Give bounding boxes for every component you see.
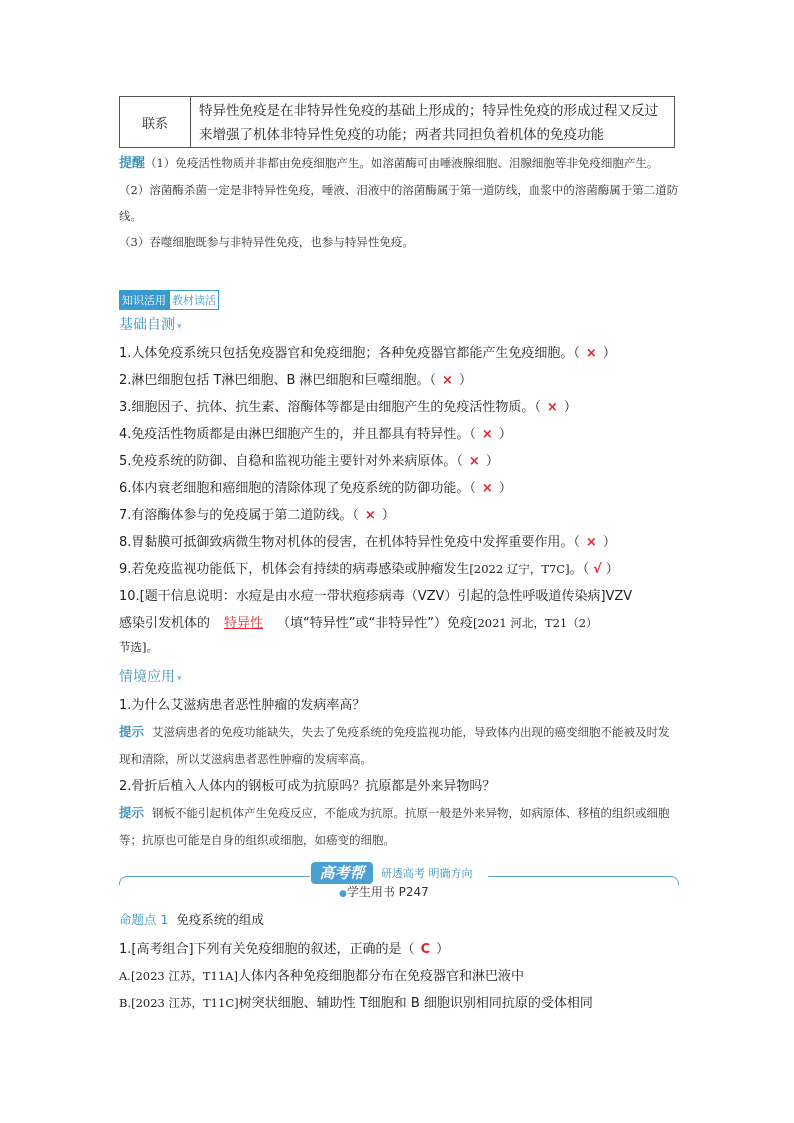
answer-mark: × [481,481,493,496]
section-title-text: 基础自测 [119,317,175,333]
answer-mark: × [585,535,597,550]
book-ref: ●学生用书 P247 [339,885,429,899]
gaokao-banner [119,858,679,898]
option-b: B.[2023 江苏，T11C]树突状细胞、辅助性 T细胞和 B 细胞识别相同抗原的受体相同 [119,996,593,1011]
question-4: 4.免疫活性物质都是由淋巴细胞产生的，并且都具有特异性。（ × ） [119,427,512,442]
answer-mark: × [442,373,453,388]
option-a: A.[2023 江苏，T11A]人体内各种免疫细胞都分布在免疫器官和淋巴液中 [119,969,524,984]
question-8: 8.胃黏膜可抵御致病微生物对机体的侵害，在机体特异性免疫中发挥重要作用。（ × ） [119,535,616,550]
question-7: 7.有溶酶体参与的免疫属于第二道防线。（ × ） [119,508,395,523]
question-2: 2.淋巴细胞包括 T淋巴细胞、B 淋巴细胞和巨噬细胞。（ × ） [119,373,472,388]
context-hint-1: 提示 艾滋病患者的免疫功能缺失，失去了免疫系统的免疫监视功能，导致体内出现的癌变细胞不能被及时发现和清除，所以艾滋病患者恶性肿瘤的发病率高。 [119,724,670,766]
reminder-item-2: （2）溶菌酶杀菌一定是非特异性免疫，唾液、泪液中的溶菌酶属于第一道防线，血浆中的溶菌酶属于第二道防线。 [119,183,679,223]
context-question-2: 2.骨折后植入人体内的钢板可成为抗原吗？抗原都是外来异物吗？ [119,779,496,794]
reminder-item-3: （3）吞噬细胞既参与非特异性免疫，也参与特异性免疫。 [119,235,414,249]
answer-mark: × [481,427,493,442]
question-6: 6.体内衰老细胞和癌细胞的清除体现了免疫系统的防御功能。（ × ） [119,481,512,496]
reminder-label: 提醒 [119,156,146,171]
table-head: 联系 [120,97,191,147]
section-title-context [119,666,182,686]
chevron-down-icon: ▾ [177,674,182,684]
proposition-title: 命题点 1 免疫系统的组成 [119,912,264,927]
relation-table [119,96,675,148]
answer-mark: × [546,400,558,415]
context-hint-2: 提示 钢板不能引起机体产生免疫反应，不能成为抗原。抗原一般是外来异物，如病原体、移植的组织或细胞等；抗原也可能是自身的组织或细胞，如癌变的细胞。 [119,805,670,847]
answer-mark: × [585,346,597,361]
bullet-icon: ● [339,889,347,899]
question-3: 3.细胞因子、抗体、抗生素、溶酶体等都是由细胞产生的免疫活性物质。（ × ） [119,400,577,415]
context-question-1: 1.为什么艾滋病患者恶性肿瘤的发病率高？ [119,698,366,713]
section-tags [119,290,219,310]
gaokao-slogan: 研透高考 明确方向 [381,867,473,880]
question-10-line3: 节选]。 [119,640,158,654]
tag-textbook: 教材读活 [169,290,219,310]
reminder-block [119,150,679,255]
answer-mark: √ [593,562,602,577]
fill-blank-answer: 特异性 [224,616,264,631]
answer-mark: C [420,942,431,957]
question-1: 1.人体免疫系统只包括免疫器官和免疫细胞；各种免疫器官都能产生免疫细胞。（ × ） [119,346,616,361]
banner-line-left [119,876,310,885]
answer-mark: × [468,454,480,469]
answer-mark: × [364,508,376,523]
banner-line-right [488,876,679,885]
question-9: 9.若免疫监视功能低下，机体会有持续的病毒感染或肿瘤发生[2022 辽宁，T7C]。（ √ ） [119,562,619,577]
reminder-item-1: （1）免疫活性物质并非都由免疫细胞产生。如溶菌酶可由唾液腺细胞、泪腺细胞等非免疫细胞产生。 [145,156,659,170]
question-10-line2: 感染引发机体的 特异性 （填“特异性”或“非特异性”）免疫[2021 河北，T21（2） [119,616,598,631]
exam-question-1: 1.[高考组合]下列有关免疫细胞的叙述，正确的是（ C ） [119,942,450,957]
table-body: 特异性免疫是在非特异性免疫的基础上形成的；特异性免疫的形成过程又反过来增强了机体非特异性免疫的功能；两者共同担负着机体的免疫功能 [199,103,658,143]
question-10-line1: 10.[题干信息说明：水痘是由水痘一带状疱疹病毒（VZV）引起的急性呼吸道传染病]VZV [119,589,633,604]
section-title-basic [119,314,182,334]
tag-knowledge: 知识活用 [119,290,169,310]
section-title-text: 情境应用 [119,669,175,685]
gaokao-logo: 高考帮 [311,862,373,884]
chevron-down-icon: ▾ [177,322,182,332]
question-5: 5.免疫系统的防御、自稳和监视功能主要针对外来病原体。（ × ） [119,454,499,469]
